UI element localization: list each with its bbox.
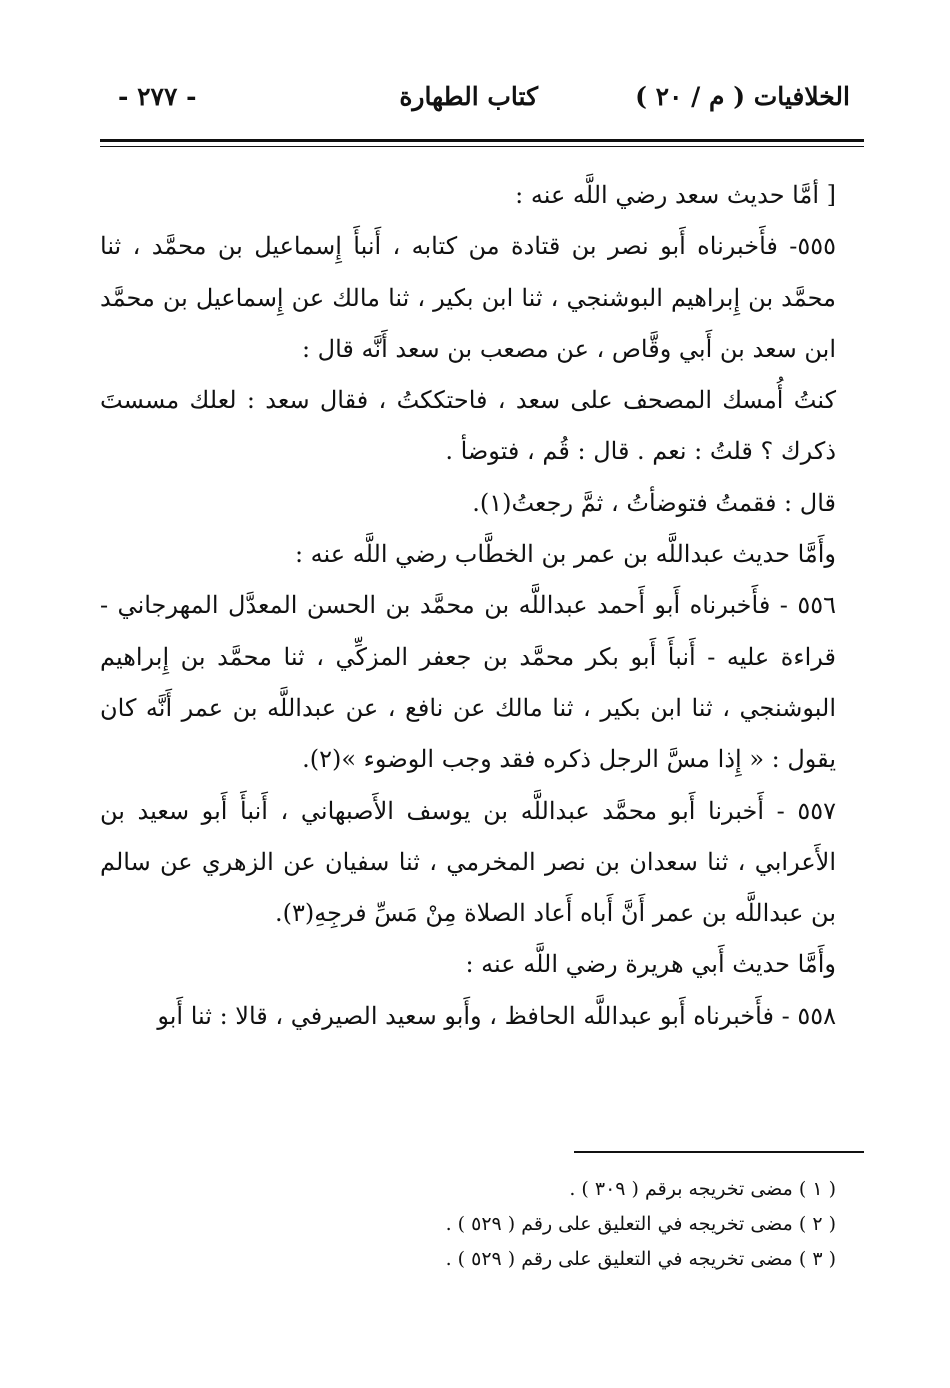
- footnote-separator: [574, 1151, 864, 1153]
- running-header: [100, 82, 850, 122]
- page-number: - ٢٧٧ -: [118, 82, 197, 111]
- section-heading-ibn-umar: وأَمَّا حديث عبداللَّه بن عمر بن الخطَّاب رضي اللَّه عنه :: [294, 540, 836, 569]
- hadith-555-matn: كنتُ أُمسك المصحف على سعد ، فاحتككتُ ، فقال سعد : لعلك مسستَ ذكرك ؟ قلتُ : نعم . قال : قُم ، فتوضأ .: [100, 386, 836, 466]
- book-section-title: الخلافيات ( م / ٢٠ ): [635, 82, 850, 111]
- header-rule-thin: [100, 146, 864, 147]
- footnote-3: ( ٣ ) مضى تخريجه في التعليق على رقم ( ٥٢٩ ) .: [445, 1248, 836, 1270]
- hadith-556: ٥٥٦ - فأَخبرناه أَبو أَحمد عبداللَّه بن محمَّد بن الحسن المعدَّل المهرجاني - قراءة عليه - أَنبأَ أَبو بكر محمَّد بن جعفر المزكِّي ، ثنا محمَّد بن إِبراهيم البوشنجي ، ثنا ابن بكير ، ثنا مالك عن نافع ، عن عبداللَّه بن عمر أَنَّه كان يقول : « إِذا مسَّ الرجل ذكره فقد وجب الوضوء »(٢).: [100, 591, 837, 774]
- hadith-555: ٥٥٥- فأَخبرناه أَبو نصر بن قتادة من كتابه ، أَنبأَ إِسماعيل بن محمَّد ، ثنا محمَّد بن إِبراهيم البوشنجي ، ثنا ابن بكير ، ثنا مالك عن إِسماعيل بن محمَّد ابن سعد بن أَبي وقَّاص ، عن مصعب بن سعد أَنَّه قال :: [100, 232, 837, 363]
- footnote-2: ( ٢ ) مضى تخريجه في التعليق على رقم ( ٥٢٩ ) .: [445, 1213, 836, 1235]
- main-text: [100, 170, 864, 1042]
- section-heading-abu-hurayra: وأَمَّا حديث أَبي هريرة رضي اللَّه عنه :: [465, 950, 836, 979]
- header-rule-thick: [100, 139, 864, 142]
- footnote-1: ( ١ ) مضى تخريجه برقم ( ٣٠٩ ) .: [569, 1178, 836, 1200]
- section-heading-saad: [ أمَّا حديث سعد رضي اللَّه عنه :: [515, 181, 836, 209]
- hadith-555-end: قال : فقمتُ فتوضأتُ ، ثمَّ رجعتُ(١).: [472, 488, 836, 517]
- hadith-557: ٥٥٧ - أَخبرنا أَبو محمَّد عبداللَّه بن يوسف الأَصبهاني ، أَنبأَ أَبو سعيد بن الأَعرابي ، ثنا سعدان بن نصر المخرمي ، ثنا سفيان عن الزهري عن سالم بن عبداللَّه بن عمر أَنَّ أَباه أَعاد الصلاة مِنْ مَسِّ فرجِهِ(٣).: [100, 796, 837, 928]
- chapter-title: كتاب الطهارة: [399, 82, 538, 111]
- hadith-558: ٥٥٨ - فأَخبرناه أَبو عبداللَّه الحافظ ، وأَبو سعيد الصيرفي ، قالا : ثنا أَبو: [157, 1001, 836, 1030]
- footnotes: [100, 1172, 864, 1277]
